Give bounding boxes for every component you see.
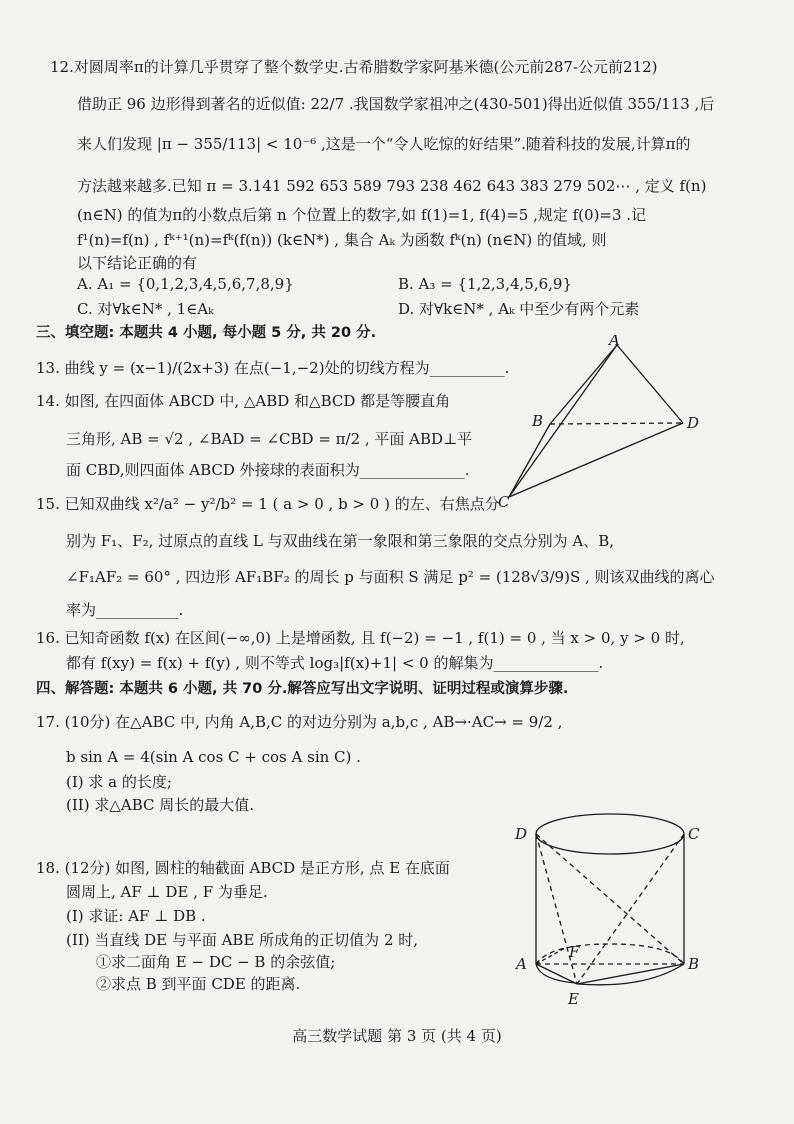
tetrahedron-figure — [495, 335, 720, 515]
label-d: D — [687, 414, 700, 432]
question-18-part-2-sub-1: ①求二面角 E − DC − B 的余弦值; — [96, 953, 336, 971]
question-17-part-2: (II) 求△ABC 周长的最大值. — [66, 796, 255, 814]
section-4-heading: 四、解答题: 本题共 6 小题, 共 70 分.解答应写出文字说明、证明过程或演算步骤. — [36, 681, 569, 697]
label-b: B — [532, 412, 544, 430]
label-a: A — [609, 335, 620, 349]
page-footer: 高三数学试题 第 3 页 (共 4 页) — [292, 1027, 502, 1045]
label-b-cyl: B — [688, 955, 700, 973]
question-15-line-3: ∠F₁AF₂ = 60° , 四边形 AF₁BF₂ 的周长 p 与面积 S 满足 p² = (128√3/9)S , 则该双曲线的离心 — [66, 568, 715, 586]
label-e-cyl: E — [568, 990, 579, 1008]
option-a: A. A₁ = {0,1,2,3,4,5,6,7,8,9} — [77, 275, 294, 293]
question-12-line-1: 12.对圆周率π的计算几乎贯穿了整个数学史.古希腊数学家阿基米德(公元前287-公元前212) — [50, 58, 658, 76]
question-14-line-1: 14. 如图, 在四面体 ABCD 中, △ABD 和△BCD 都是等腰直角 — [36, 392, 451, 410]
question-16-line-2: 都有 f(xy) = f(x) + f(y) , 则不等式 log₃|f(x)+1| < 0 的解集为______________. — [66, 654, 604, 672]
question-16-line-1: 16. 已知奇函数 f(x) 在区间(−∞,0) 上是增函数, 且 f(−2) = −1 , f(1) = 0 , 当 x > 0, y > 0 时, — [36, 629, 685, 647]
label-d-cyl: D — [515, 825, 528, 843]
question-17-line-2: b sin A = 4(sin A cos C + cos A sin C) . — [66, 748, 361, 766]
question-18-line-2: 圆周上, AF ⊥ DE , F 为垂足. — [66, 883, 268, 901]
question-17-line-1: 17. (10分) 在△ABC 中, 内角 A,B,C 的对边分别为 a,b,c , AB→·AC→ = 9/2 , — [36, 713, 563, 731]
question-18-part-2: (II) 当直线 DE 与平面 ABE 所成角的正切值为 2 时, — [66, 931, 419, 949]
question-15-line-1: 15. 已知双曲线 x²/a² − y²/b² = 1 ( a > 0 , b > 0 ) 的左、右焦点分 — [36, 495, 500, 513]
question-12-line-6: f¹(n)=f(n) , fᵏ⁺¹(n)=fᵏ(f(n)) (k∈N*) , 集合 Aₖ 为函数 fᵏ(n) (n∈N) 的值域, 则 — [77, 231, 607, 249]
option-c: C. 对∀k∈N* , 1∈Aₖ — [77, 300, 214, 318]
question-13: 13. 曲线 y = (x−1)/(2x+3) 在点(−1,−2)处的切线方程为__________. — [36, 359, 510, 377]
question-12-line-4: 方法越来越多.已知 π = 3.141 592 653 589 793 238 462 643 383 279 502⋯ , 定义 f(n) — [77, 177, 707, 195]
option-d: D. 对∀k∈N* , Aₖ 中至少有两个元素 — [398, 300, 640, 318]
question-14-line-3: 面 CBD,则四面体 ABCD 外接球的表面积为______________. — [66, 461, 470, 479]
question-18-line-1: 18. (12分) 如图, 圆柱的轴截面 ABCD 是正方形, 点 E 在底面 — [36, 859, 450, 877]
label-c-cyl: C — [688, 825, 700, 843]
option-b: B. A₃ = {1,2,3,4,5,6,9} — [398, 275, 573, 293]
question-18-part-1: (I) 求证: AF ⊥ DB . — [66, 907, 206, 925]
label-a-cyl: A — [516, 955, 527, 973]
question-12-line-7: 以下结论正确的有 — [77, 254, 198, 272]
question-18-part-2-sub-2: ②求点 B 到平面 CDE 的距离. — [96, 975, 301, 993]
question-15-line-2: 别为 F₁、F₂, 过原点的直线 L 与双曲线在第一象限和第三象限的交点分别为 A、B, — [66, 532, 615, 550]
cylinder-figure — [505, 808, 715, 1023]
label-f-cyl: F — [569, 943, 580, 961]
question-14-line-2: 三角形, AB = √2 , ∠BAD = ∠CBD = π/2 , 平面 ABD⊥平 — [66, 430, 473, 448]
section-3-heading: 三、填空题: 本题共 4 小题, 每小题 5 分, 共 20 分. — [36, 325, 377, 341]
question-12-line-3: 来人们发现 |π − 355/113| < 10⁻⁶ ,这是一个“令人吃惊的好结果”.随着科技的发展,计算π的 — [77, 135, 691, 153]
question-12-line-5: (n∈N) 的值为π的小数点后第 n 个位置上的数字,如 f(1)=1, f(4)=5 ,规定 f(0)=3 .记 — [77, 206, 647, 224]
question-17-part-1: (I) 求 a 的长度; — [66, 773, 172, 791]
question-15-line-4: 率为___________. — [66, 601, 184, 619]
question-12-line-2: 借助正 96 边形得到著名的近似值: 22/7 .我国数学家祖冲之(430-501)得出近似值 355/113 ,后 — [77, 95, 715, 113]
label-c: C — [498, 493, 510, 511]
